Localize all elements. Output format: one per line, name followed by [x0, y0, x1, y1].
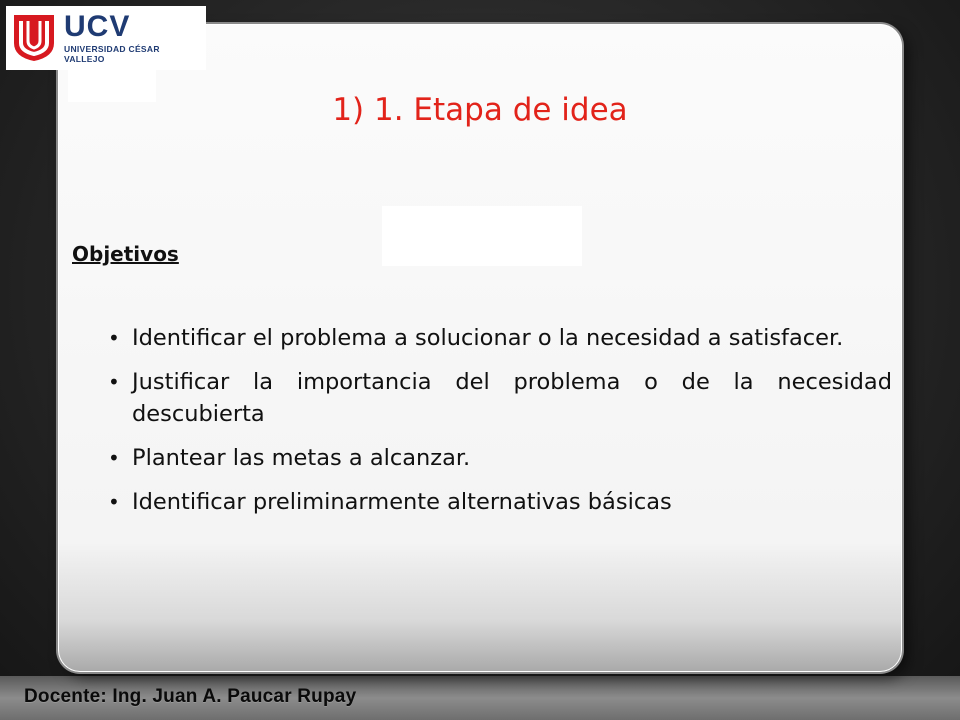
- list-item: [104, 442, 892, 474]
- bullet-icon: •: [108, 370, 120, 394]
- objectives-list: [104, 322, 892, 530]
- university-logo: [6, 6, 206, 70]
- list-item-text: Identificar preliminarmente alternativas básicas: [132, 489, 672, 515]
- list-item: [104, 486, 892, 518]
- list-item: [104, 366, 892, 430]
- bullet-icon: •: [108, 490, 120, 514]
- logo-acronym: UCV: [64, 10, 131, 43]
- list-item-text: Justificar la importancia del problema o de la necesidad descubierta: [132, 369, 892, 427]
- list-item-text: Plantear las metas a alcanzar.: [132, 445, 471, 471]
- white-patch: [382, 206, 582, 266]
- list-item-text: Identificar el problema a solucionar o la necesidad a satisfacer.: [132, 325, 844, 351]
- bullet-icon: •: [108, 446, 120, 470]
- logo-university-name: UNIVERSIDAD CÉSAR VALLEJO: [64, 44, 160, 64]
- bullet-icon: •: [108, 326, 120, 350]
- objectives-heading: Objetivos: [72, 242, 179, 266]
- ucv-shield-icon: [12, 13, 56, 63]
- slide-title: 1) 1. Etapa de idea: [332, 92, 628, 128]
- list-item: [104, 322, 892, 354]
- footer-teacher: Docente: Ing. Juan A. Paucar Rupay: [24, 686, 357, 707]
